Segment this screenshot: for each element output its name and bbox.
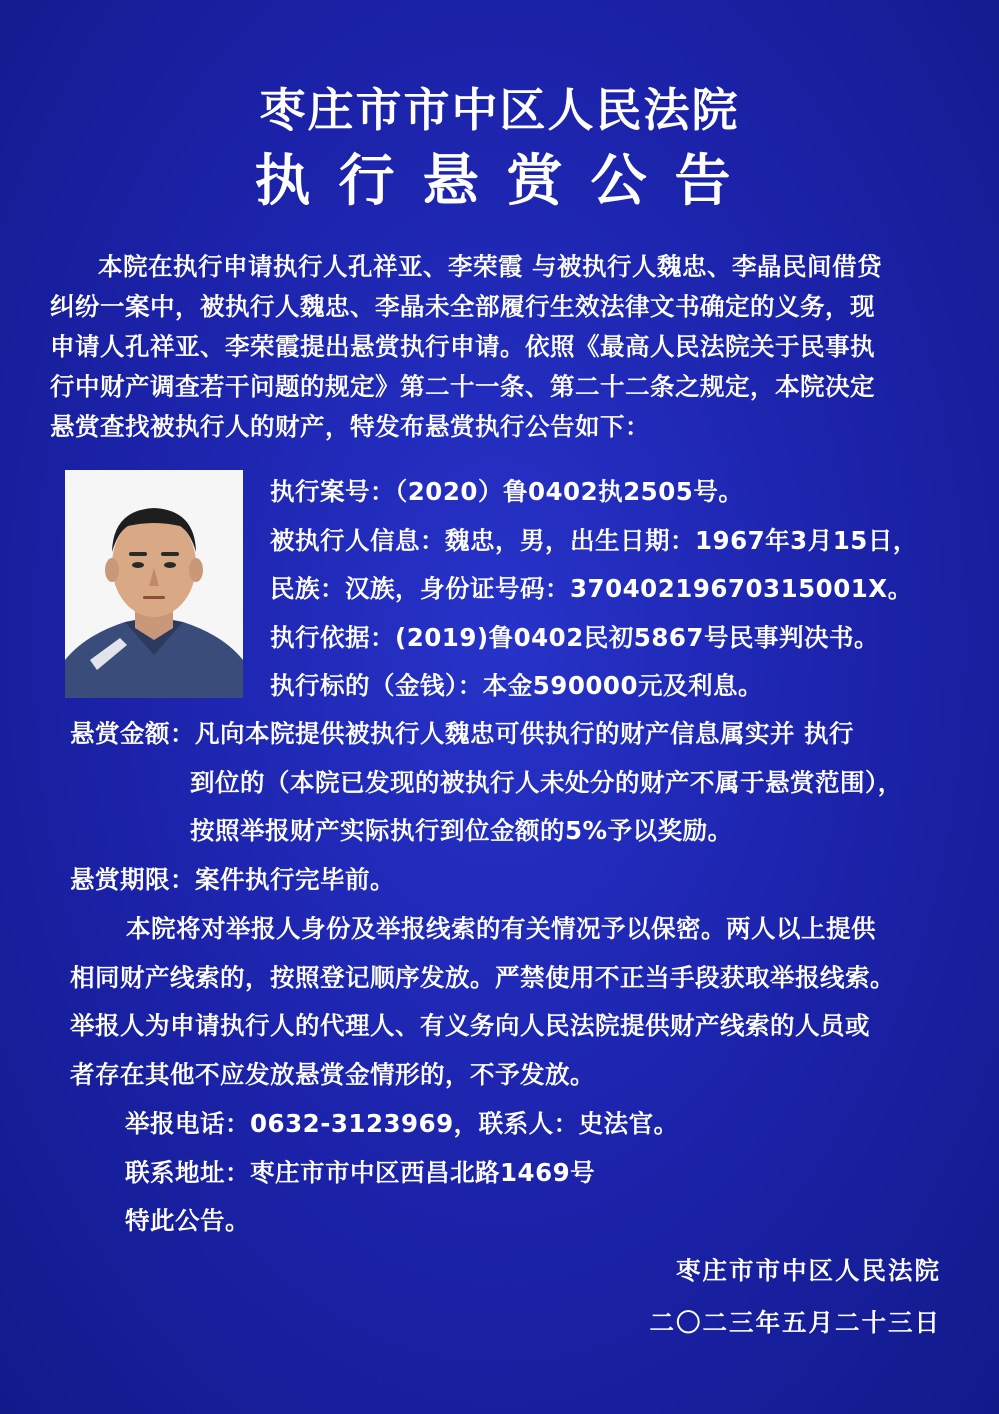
reward-amount: 悬赏金额：凡向本院提供被执行人魏忠可供执行的财产信息属实并 执行	[70, 719, 855, 748]
intro-line: 行中财产调查若干问题的规定》第二十一条、第二十二条之规定，本院决定	[50, 372, 875, 401]
confidentiality-line: 者存在其他不应发放悬赏金情形的，不予发放。	[70, 1059, 595, 1089]
reward-block	[70, 710, 970, 904]
case-number: 执行案号：（2020）鲁0402执2505号。	[270, 477, 744, 506]
case-info-block	[270, 468, 970, 711]
execution-basis: 执行依据：(2019)鲁0402民初5867号民事判决书。	[270, 622, 879, 652]
notice-title: 执行悬赏公告	[254, 148, 759, 214]
signature-court: 枣庄市市中区人民法院	[676, 1256, 941, 1285]
reward-amount-cont: 按照举报财产实际执行到位金额的5%予以奖励。	[190, 816, 733, 845]
reward-amount-cont: 到位的（本院已发现的被执行人未处分的财产不属于悬赏范围），	[190, 767, 903, 797]
confidentiality-paragraph	[70, 905, 970, 1099]
contact-address: 联系地址：枣庄市市中区西昌北路1469号	[125, 1157, 596, 1187]
confidentiality-line: 本院将对举报人身份及举报线索的有关情况予以保密。两人以上提供	[126, 914, 876, 943]
confidentiality-line: 相同财产线索的，按照登记顺序发放。严禁使用不正当手段获取举报线索。	[70, 962, 895, 992]
signature-block	[650, 1245, 942, 1349]
intro-line: 悬赏查找被执行人的财产，特发布悬赏执行公告如下：	[50, 412, 650, 441]
intro-line: 申请人孔祥亚、李荣霞提出悬赏执行申请。依照《最高人民法院关于民事执	[50, 332, 875, 361]
report-phone: 举报电话：0632-3123969，联系人：史法官。	[125, 1109, 679, 1138]
closing-text: 特此公告。	[125, 1206, 250, 1235]
person-info: 被执行人信息：魏忠，男，出生日期：1967年3月15日，	[270, 525, 918, 555]
reward-period: 悬赏期限：案件执行完毕前。	[70, 864, 395, 894]
signature-date: 二〇二三年五月二十三日	[649, 1308, 941, 1337]
intro-line: 本院在执行申请执行人孔祥亚、李荣霞 与被执行人魏忠、李晶民间借贷	[98, 252, 883, 281]
execution-target: 执行标的（金钱）：本金590000元及利息。	[270, 671, 764, 700]
court-name-header: 枣庄市市中区人民法院	[259, 83, 740, 137]
person-photo	[65, 470, 243, 698]
ethnicity-id: 民族：汉族，身份证号码：37040219670315001X。	[270, 574, 913, 603]
person-photo-icon	[65, 470, 243, 698]
confidentiality-line: 举报人为申请执行人的代理人、有义务向人民法院提供财产线索的人员或	[70, 1011, 870, 1040]
intro-paragraph	[50, 247, 960, 447]
contact-block	[125, 1100, 925, 1246]
intro-line: 纠纷一案中，被执行人魏忠、李晶未全部履行生效法律文书确定的义务，现	[50, 292, 875, 321]
